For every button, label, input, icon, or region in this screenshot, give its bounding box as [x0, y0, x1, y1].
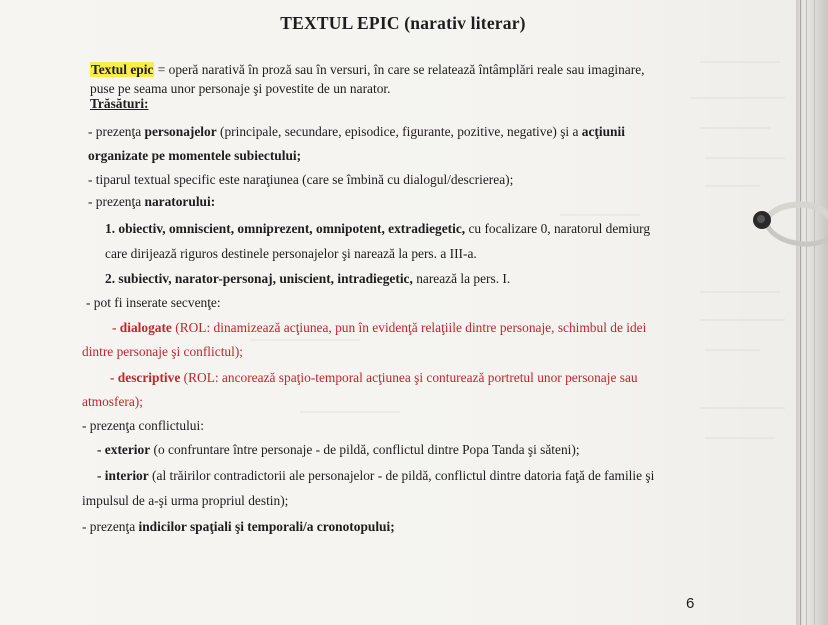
secventa-dialogate-cont: dintre personaje şi conflictul); [82, 344, 244, 359]
narator-type-terms: 2. subiectiv, narator-personaj, uniscient, intradiegetic, [105, 271, 413, 286]
secventa-descriptive-cont: atmosfera); [82, 394, 143, 409]
feature-conflict: - prezenţa conflictului: [82, 418, 204, 433]
feature-text: (principale, secundare, episodice, figurante, pozitive, negative) şi a [216, 124, 582, 139]
conflict-exterior [97, 442, 580, 458]
secventa-text: (ROL: ancorează spaţio-temporal acţiunea şi conturează portretul unor personaje sau [180, 370, 638, 385]
secventa-term: - descriptive [110, 370, 181, 385]
binder-ring-icon [748, 194, 828, 258]
definition-text: = operă narativă în proză sau în versuri, în care se relatează întâmplări reale sau imaginare, [154, 62, 645, 77]
definition-line-1 [90, 62, 645, 78]
conflict-text: (al trăirilor contradictorii ale personajelor - de pildă, conflictul dintre datoria faţă de familie şi [148, 468, 655, 483]
narator-obiectiv [105, 221, 650, 237]
feature-prefix: - prezenţa [88, 194, 145, 209]
secventa-text: (ROL: dinamizează acţiunea, pun în evidenţă relaţiile dintre personaje, schimbul de idei [171, 320, 647, 335]
conflict-term: - interior [97, 468, 149, 483]
conflict-interior-cont: impulsul de a-şi urma propriul destin); [82, 493, 289, 508]
feature-tiparul: - tiparul textual specific este naraţiunea (care se îmbină cu dialogul/descrierea); [88, 172, 514, 187]
page-edge-line [814, 0, 815, 625]
highlighted-term: Textul epic [91, 62, 154, 77]
feature-term: acţiunii [581, 124, 625, 139]
feature-narator [88, 194, 215, 210]
feature-term: indicilor spaţiali şi temporali/a cronotopului; [138, 519, 395, 534]
feature-personaje [88, 124, 625, 140]
feature-prefix: - prezenţa [88, 124, 145, 139]
narator-type-text: cu focalizare 0, naratorul demiurg [465, 221, 651, 236]
conflict-interior [97, 468, 654, 484]
conflict-term: - exterior [97, 442, 151, 457]
page-edge-line [806, 0, 807, 625]
secventa-dialogate [112, 320, 646, 336]
definition-line-2: puse pe seama unor personaje şi povestite de un narator. [90, 81, 391, 96]
feature-secvente: - pot fi inserate secvenţe: [86, 295, 221, 310]
narator-type-terms: 1. obiectiv, omniscient, omniprezent, omnipotent, extradiegetic, [105, 221, 466, 236]
feature-term: personajelor [144, 124, 217, 139]
page-title: TEXTUL EPIC (narativ literar) [280, 13, 526, 33]
page-stack-edge [796, 0, 828, 625]
narator-subiectiv [105, 271, 510, 287]
features-heading: Trăsături: [90, 96, 149, 111]
feature-prefix: - prezenţa [82, 519, 139, 534]
secventa-term: - dialogate [112, 320, 172, 335]
page-number: 6 [686, 595, 695, 612]
conflict-text: (o confruntare între personaje - de pildă, conflictul dintre Popa Tanda şi săteni); [150, 442, 580, 457]
feature-personaje-cont: organizate pe momentele subiectului; [88, 148, 302, 163]
feature-indici [82, 519, 395, 535]
feature-term: naratorului: [144, 194, 216, 209]
page-edge-line [800, 0, 801, 625]
narator-obiectiv-cont: care dirijează riguros destinele personajelor şi narează la pers. a III-a. [105, 246, 477, 261]
narator-type-text: narează la pers. I. [412, 271, 511, 286]
secventa-descriptive [110, 370, 638, 386]
